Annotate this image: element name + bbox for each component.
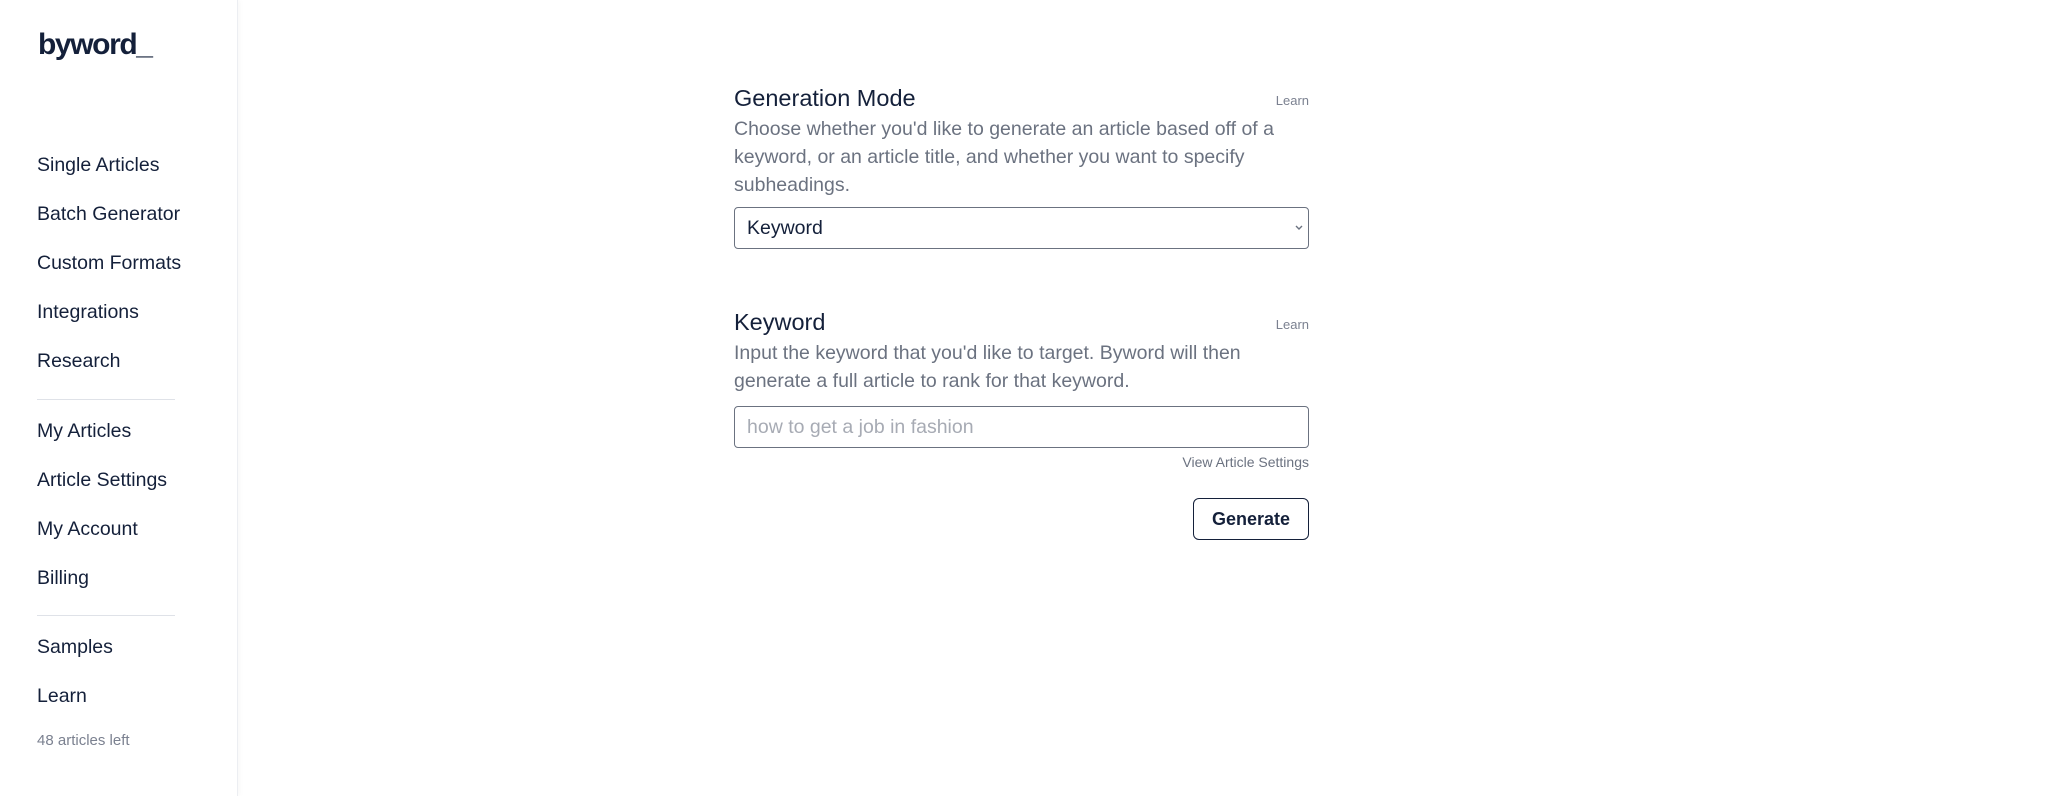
keyword-title: Keyword: [734, 309, 826, 335]
generation-mode-select[interactable]: [734, 207, 1309, 249]
sidebar: [0, 0, 238, 796]
keyword-description: Input the keyword that you'd like to target. Byword will then generate a full article to rank for that keyword.: [734, 342, 1241, 392]
sidebar-item-my-account[interactable]: My Account: [37, 518, 138, 540]
generation-mode-description: Choose whether you'd like to generate an article based off of a keyword, or an article title, and whether you want to specify subheadings.: [734, 118, 1274, 196]
chevron-down-icon: [1294, 222, 1304, 234]
sidebar-item-batch-generator[interactable]: Batch Generator: [37, 203, 181, 225]
sidebar-item-my-articles[interactable]: My Articles: [37, 420, 132, 442]
sidebar-item-billing[interactable]: Billing: [37, 567, 90, 589]
sidebar-item-research[interactable]: Research: [37, 350, 121, 372]
sidebar-item-single-articles[interactable]: Single Articles: [37, 154, 160, 176]
sidebar-item-custom-formats[interactable]: Custom Formats: [37, 252, 182, 274]
generation-mode-title: Generation Mode: [734, 85, 916, 111]
sidebar-item-integrations[interactable]: Integrations: [37, 301, 139, 323]
sidebar-divider: [37, 399, 175, 400]
sidebar-item-samples[interactable]: Samples: [37, 636, 113, 658]
generation-mode-learn-link[interactable]: Learn: [1275, 93, 1309, 108]
sidebar-item-article-settings[interactable]: Article Settings: [37, 469, 168, 491]
generation-mode-selected-value: Keyword: [747, 217, 823, 239]
keyword-learn-link[interactable]: Learn: [1275, 317, 1309, 332]
sidebar-item-learn[interactable]: Learn: [37, 685, 87, 707]
sidebar-divider: [37, 615, 175, 616]
generate-button[interactable]: Generate: [1193, 498, 1309, 540]
keyword-input[interactable]: [734, 406, 1309, 448]
articles-left-count: 48 articles left: [37, 732, 130, 749]
view-article-settings-link[interactable]: View Article Settings: [1182, 454, 1309, 470]
logo[interactable]: byword_: [38, 28, 152, 61]
